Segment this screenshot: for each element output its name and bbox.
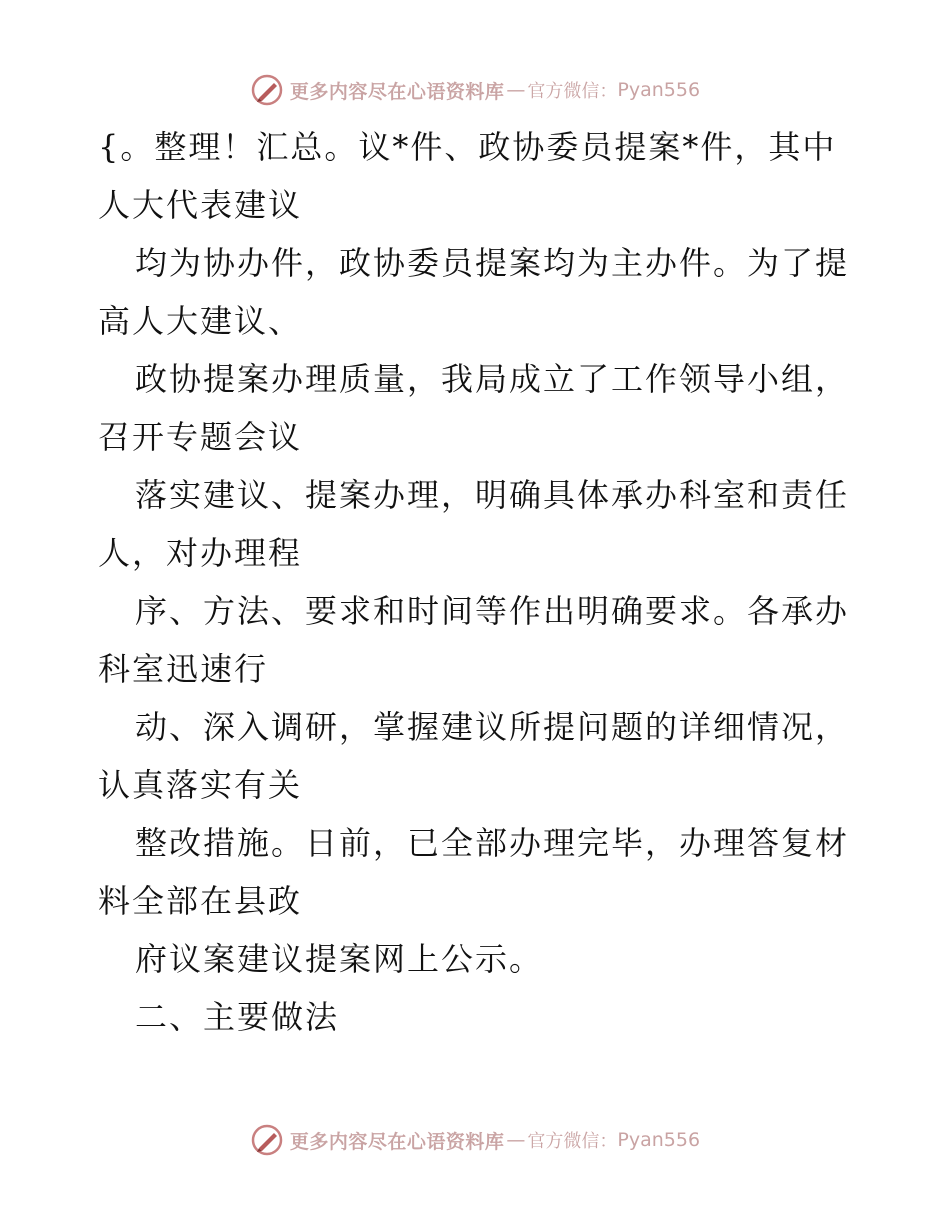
banner-wechat-label: 官方微信： — [527, 81, 618, 102]
header-watermark-banner — [0, 70, 950, 110]
text-line: 召开专题会议 — [98, 418, 303, 456]
text-line: 落实建议、提案办理，明确具体承办科室和责任 — [135, 476, 850, 514]
document-body — [98, 118, 858, 1046]
pen-circle-logo-icon — [250, 1123, 284, 1157]
text-line: 人大代表建议 — [98, 186, 303, 224]
text-line: 人，对办理程 — [98, 534, 303, 572]
text-line: 整改措施。日前，已全部办理完毕，办理答复材 — [135, 824, 850, 862]
banner-wechat-id: Pyan556 — [617, 1129, 701, 1151]
banner-wechat-label: 官方微信： — [527, 1131, 618, 1152]
banner-separator: — — [506, 1129, 526, 1151]
text-line: 科室迅速行 — [98, 650, 269, 688]
banner-main-text: 更多内容尽在心语资料库 — [289, 80, 505, 103]
text-line: {。整理！汇总。议*件、政协委员提案*件，其中 — [98, 128, 837, 166]
text-line: 料全部在县政 — [98, 882, 303, 920]
text-line: 序、方法、要求和时间等作出明确要求。各承办 — [135, 592, 850, 630]
text-line: 均为协办件，政协委员提案均为主办件。为了提 — [135, 244, 850, 282]
banner-main-text: 更多内容尽在心语资料库 — [289, 1130, 505, 1153]
banner-wechat-id: Pyan556 — [617, 79, 701, 101]
banner-separator: — — [506, 79, 526, 101]
text-line: 府议案建议提案网上公示。 — [135, 940, 544, 978]
footer-watermark-banner — [0, 1120, 950, 1160]
section-heading: 二、主要做法 — [135, 998, 340, 1036]
text-line: 动、深入调研，掌握建议所提问题的详细情况， — [135, 708, 850, 746]
text-line: 高人大建议、 — [98, 302, 303, 340]
text-line: 政协提案办理质量，我局成立了工作领导小组， — [135, 360, 850, 398]
pen-circle-logo-icon — [250, 73, 284, 107]
text-line: 认真落实有关 — [98, 766, 303, 804]
